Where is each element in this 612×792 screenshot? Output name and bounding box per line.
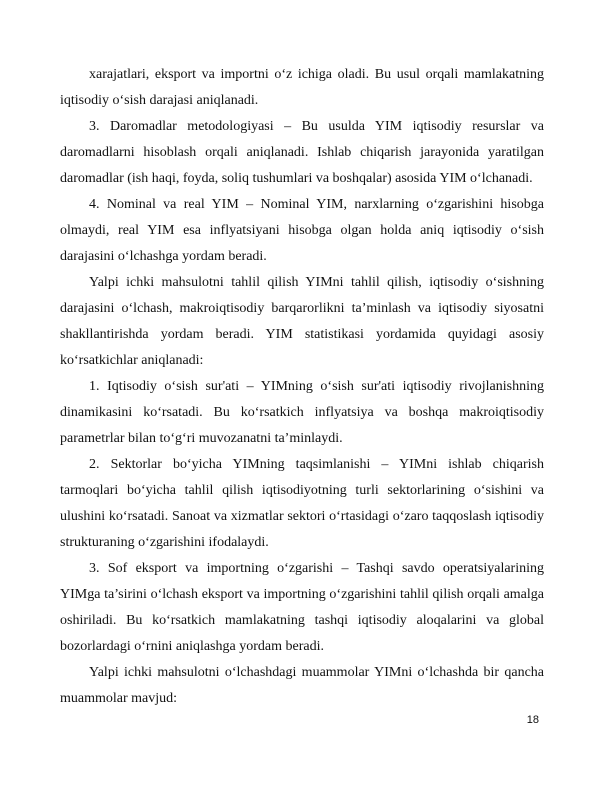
document-page	[60, 62, 544, 712]
paragraph-income-methodology: 3. Daromadlar metodologiyasi – Bu usulda YIM iqtisodiy resurslar va daromadlarni hisoblash orqali aniqlanadi. Ishlab chiqarish jarayonida yaratilgan daromadlar (ish haqi, foyda, soliq tushumlari va boshqalar) asosida YIM o‘lchanadi.	[60, 119, 544, 186]
page-number: 18	[526, 714, 539, 726]
paragraph-sector-distribution: 2. Sektorlar bo‘yicha YIMning taqsimlanishi – YIMni ishlab chiqarish tarmoqlari bo‘yicha tahlil qilish iqtisodiyotning turli sektorlarining o‘sishini va ulushini ko‘rsatadi. Sanoat va xizmatlar sektori o‘rtasidagi o‘zaro taqqoslash iqtisodiy strukturaning o‘zgarishini ifodalaydi.	[60, 457, 544, 550]
paragraph-gdp-analysis: Yalpi ichki mahsulotni tahlil qilish YIMni tahlil qilish, iqtisodiy o‘sishning darajasini o‘lchash, makroiqtisodiy barqarorlikni ta’minlash va iqtisodiy siyosatni shakllantirishda yordam beradi. YIM statistikasi yordamida quyidagi asosiy ko‘rsatkichlar aniqlanadi:	[60, 275, 544, 368]
paragraph-net-export: 3. Sof eksport va importning o‘zgarishi – Tashqi savdo operatsiyalarining YIMga ta’sirini o‘lchash eksport va importning o‘zgarishini tahlil qilish orqali amalga oshiriladi. Bu ko‘rsatkich mamlakatning tashqi iqtisodiy aloqalarini va global bozorlardagi o‘rnini aniqlashga yordam beradi.	[60, 561, 544, 654]
paragraph-continuation: xarajatlari, eksport va importni o‘z ichiga oladi. Bu usul orqali mamlakatning iqtisodiy o‘sish darajasi aniqlanadi.	[60, 67, 544, 108]
paragraph-nominal-real-gdp: 4. Nominal va real YIM – Nominal YIM, narxlarning o‘zgarishini hisobga olmaydi, real YIM esa inflyatsiyani hisobga olgan holda aniq iqtisodiy o‘sish darajasini o‘lchashga yordam beradi.	[60, 197, 544, 264]
paragraph-measurement-problems: Yalpi ichki mahsulotni o‘lchashdagi muammolar YIMni o‘lchashda bir qancha muammolar mavjud:	[60, 665, 544, 706]
paragraph-growth-rate: 1. Iqtisodiy o‘sish sur'ati – YIMning o‘sish sur'ati iqtisodiy rivojlanishning dinamikasini ko‘rsatadi. Bu ko‘rsatkich inflyatsiya va boshqa makroiqtisodiy parametrlar bilan to‘g‘ri muvozanatni ta’minlaydi.	[60, 379, 544, 446]
